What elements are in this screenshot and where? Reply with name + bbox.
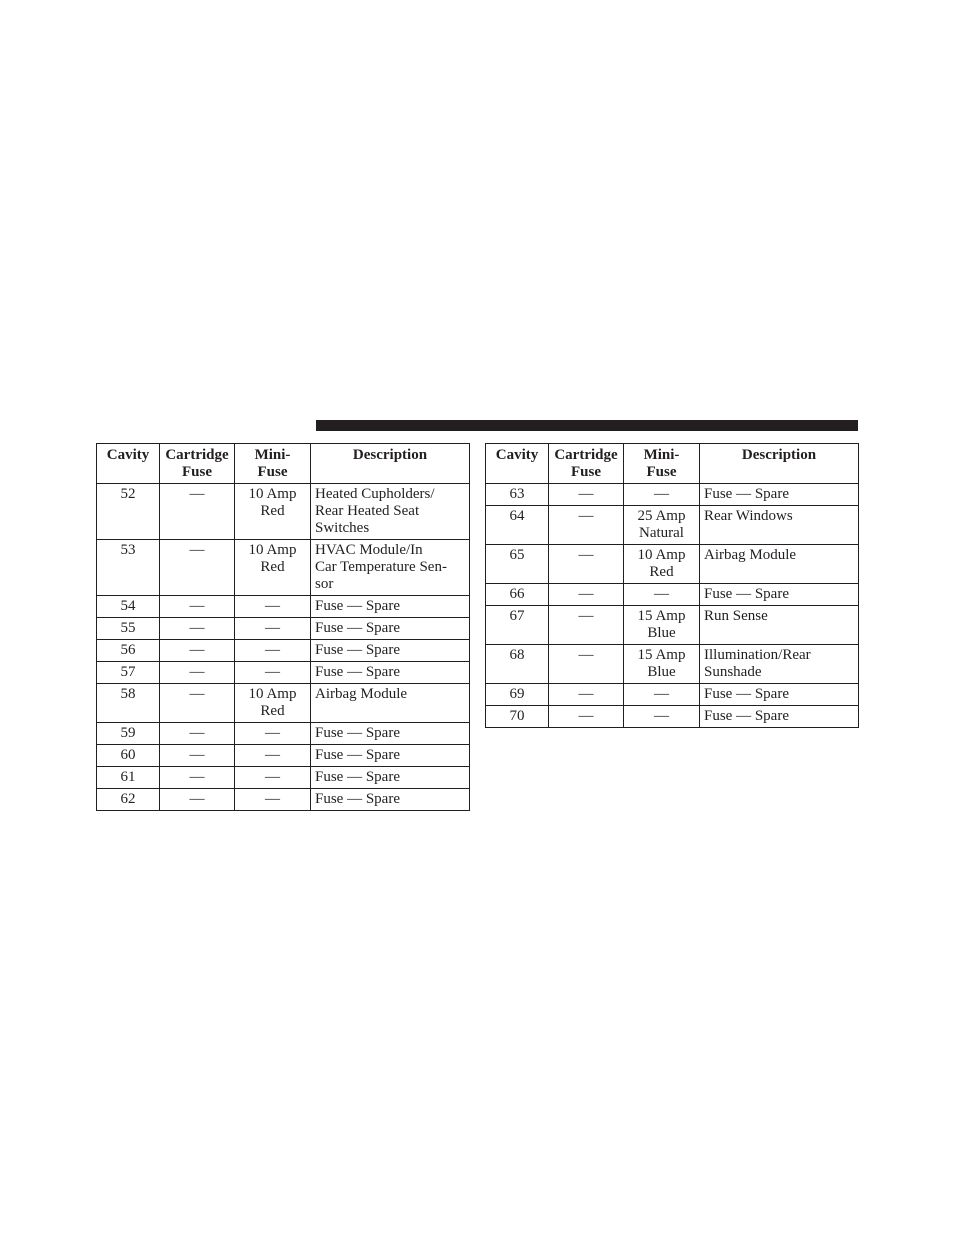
mini-fuse-cell: — [235,767,311,789]
table-header-row [97,444,470,484]
description-cell: Airbag Module [700,545,859,584]
cartridge-fuse-cell: — [549,684,624,706]
table-row [97,684,470,723]
cavity-cell: 60 [97,745,160,767]
description-cell: Fuse — Spare [700,684,859,706]
cavity-cell: 54 [97,596,160,618]
cartridge-fuse-cell: — [549,506,624,545]
cavity-cell: 69 [486,684,549,706]
cartridge-fuse-cell: — [549,606,624,645]
table-row [486,684,859,706]
cavity-cell: 64 [486,506,549,545]
description-cell: Fuse — Spare [311,662,470,684]
cavity-cell: 53 [97,540,160,596]
cavity-cell: 57 [97,662,160,684]
cavity-cell: 70 [486,706,549,728]
header-cartridge-fuse: Cartridge Fuse [549,444,624,484]
description-cell: Run Sense [700,606,859,645]
mini-fuse-cell: — [235,618,311,640]
table-row [97,745,470,767]
table-row [486,545,859,584]
description-cell: Illumination/Rear Sunshade [700,645,859,684]
description-cell: Fuse — Spare [311,640,470,662]
header-mini-fuse: Mini- Fuse [235,444,311,484]
cavity-cell: 56 [97,640,160,662]
cavity-cell: 52 [97,484,160,540]
mini-fuse-cell: 10 Amp Red [624,545,700,584]
description-cell: Fuse — Spare [700,484,859,506]
description-cell: Fuse — Spare [700,706,859,728]
description-cell: Fuse — Spare [311,723,470,745]
mini-fuse-cell: — [235,662,311,684]
cartridge-fuse-cell: — [549,545,624,584]
table-row [97,640,470,662]
header-description: Description [311,444,470,484]
cartridge-fuse-cell: — [160,745,235,767]
cartridge-fuse-cell: — [160,540,235,596]
fuse-table-right [485,443,859,728]
cavity-cell: 63 [486,484,549,506]
mini-fuse-cell: — [235,640,311,662]
mini-fuse-cell: — [624,484,700,506]
header-cavity: Cavity [97,444,160,484]
mini-fuse-cell: — [235,596,311,618]
fuse-table-left [96,443,470,811]
cartridge-fuse-cell: — [160,596,235,618]
cavity-cell: 61 [97,767,160,789]
mini-fuse-cell: — [235,723,311,745]
mini-fuse-cell: 10 Amp Red [235,684,311,723]
cartridge-fuse-cell: — [160,789,235,811]
mini-fuse-cell: — [624,706,700,728]
table-row [97,484,470,540]
table-row [97,662,470,684]
mini-fuse-cell: 10 Amp Red [235,540,311,596]
mini-fuse-cell: — [235,789,311,811]
description-cell: Fuse — Spare [311,596,470,618]
cartridge-fuse-cell: — [549,706,624,728]
mini-fuse-cell: — [624,584,700,606]
description-cell: Heated Cupholders/ Rear Heated Seat Switches [311,484,470,540]
description-cell: Fuse — Spare [311,745,470,767]
table-row [97,540,470,596]
table-row [486,584,859,606]
cartridge-fuse-cell: — [549,645,624,684]
mini-fuse-cell: 25 Amp Natural [624,506,700,545]
cavity-cell: 65 [486,545,549,584]
table-header-row [486,444,859,484]
table-row [486,484,859,506]
table-row [97,618,470,640]
cartridge-fuse-cell: — [160,484,235,540]
cavity-cell: 62 [97,789,160,811]
header-description: Description [700,444,859,484]
table-row [486,706,859,728]
cavity-cell: 55 [97,618,160,640]
section-header-bar [316,420,858,431]
cartridge-fuse-cell: — [160,723,235,745]
cavity-cell: 67 [486,606,549,645]
header-cartridge-fuse: Cartridge Fuse [160,444,235,484]
description-cell: Fuse — Spare [311,789,470,811]
header-cavity: Cavity [486,444,549,484]
mini-fuse-cell: — [624,684,700,706]
description-cell: Fuse — Spare [311,618,470,640]
table-row [97,723,470,745]
cartridge-fuse-cell: — [160,640,235,662]
mini-fuse-cell: 10 Amp Red [235,484,311,540]
cartridge-fuse-cell: — [160,767,235,789]
table-row [486,606,859,645]
table-row [486,645,859,684]
cartridge-fuse-cell: — [160,662,235,684]
cartridge-fuse-cell: — [549,584,624,606]
table-row [97,789,470,811]
cavity-cell: 59 [97,723,160,745]
description-cell: Fuse — Spare [700,584,859,606]
mini-fuse-cell: 15 Amp Blue [624,606,700,645]
table-row [97,596,470,618]
cartridge-fuse-cell: — [160,618,235,640]
cartridge-fuse-cell: — [160,684,235,723]
cavity-cell: 58 [97,684,160,723]
cartridge-fuse-cell: — [549,484,624,506]
header-mini-fuse: Mini- Fuse [624,444,700,484]
table-row [486,506,859,545]
mini-fuse-cell: 15 Amp Blue [624,645,700,684]
cavity-cell: 66 [486,584,549,606]
table-row [97,767,470,789]
description-cell: HVAC Module/In Car Temperature Sen- sor [311,540,470,596]
description-cell: Airbag Module [311,684,470,723]
mini-fuse-cell: — [235,745,311,767]
description-cell: Rear Windows [700,506,859,545]
description-cell: Fuse — Spare [311,767,470,789]
cavity-cell: 68 [486,645,549,684]
